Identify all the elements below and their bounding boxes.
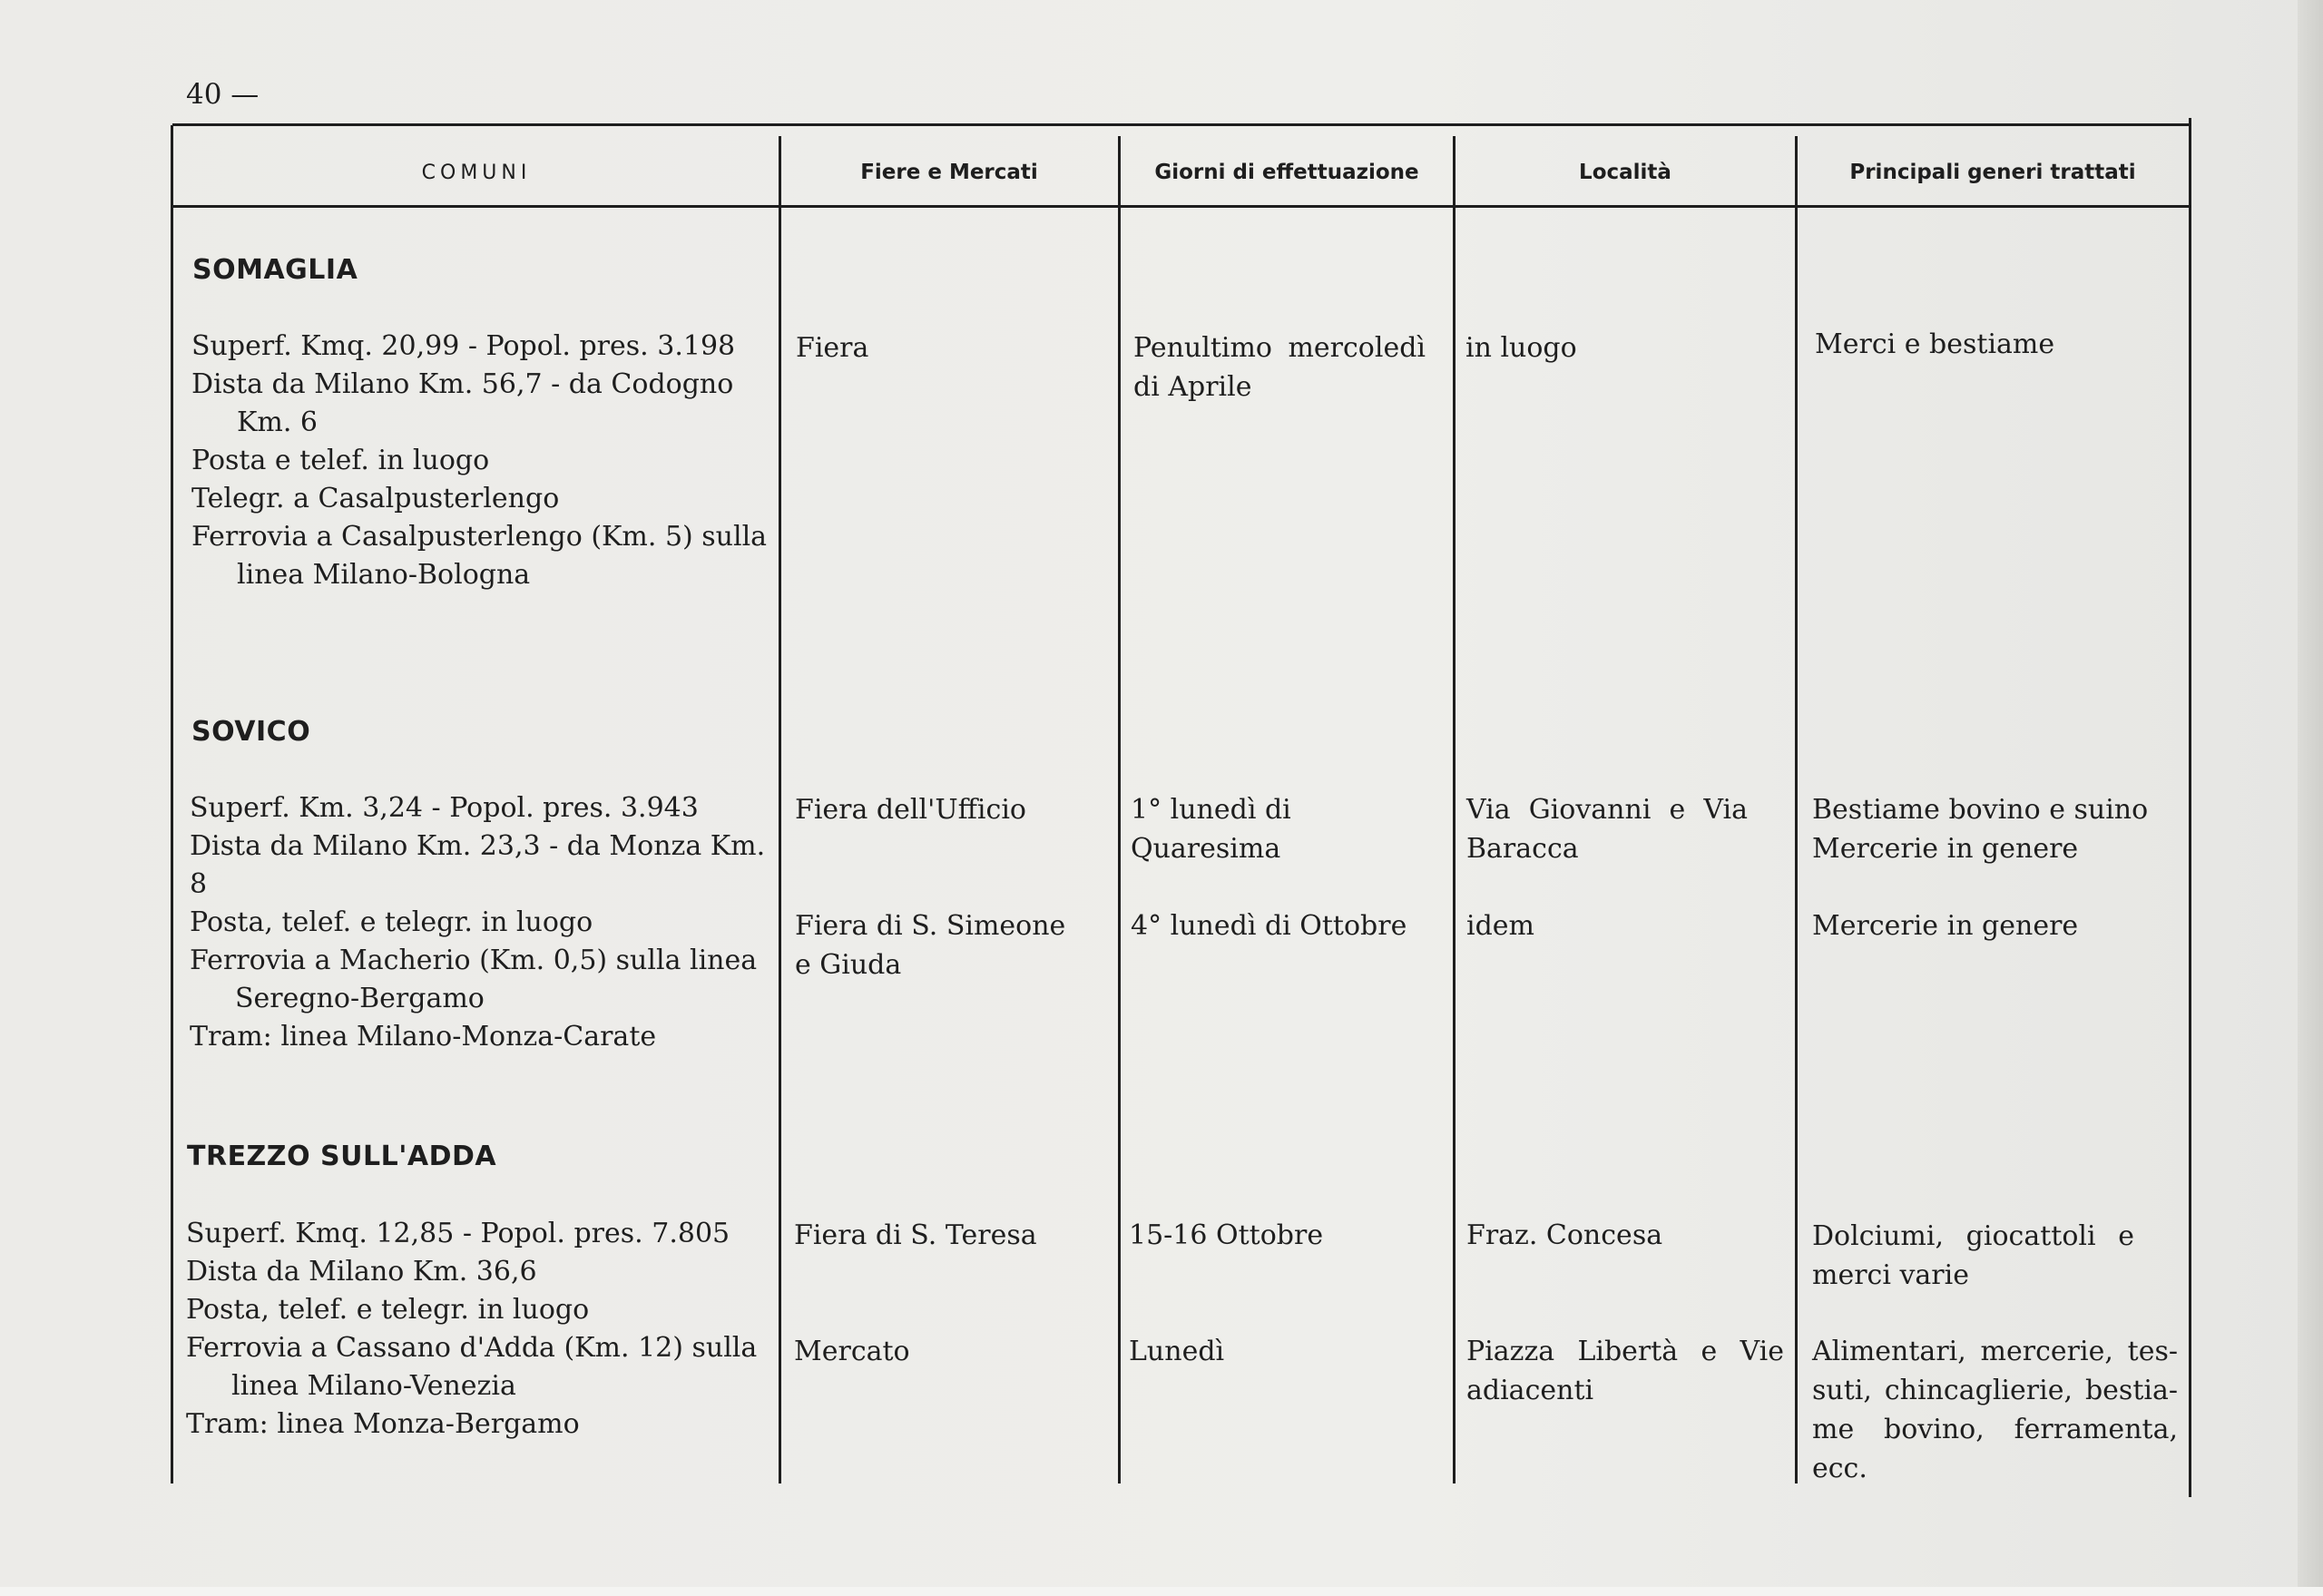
generi-trezzo-1 bbox=[1812, 1217, 2134, 1295]
cell-text: Penultimo mercoledì bbox=[1133, 332, 1426, 364]
cell-text: Alimentari, mercerie, tes- bbox=[1812, 1336, 2178, 1367]
cell-text: suti, chincaglierie, bestia- bbox=[1812, 1375, 2178, 1406]
cell-text: Dolciumi, giocattoli e bbox=[1812, 1220, 2134, 1252]
fiera-trezzo-1 bbox=[794, 1216, 1107, 1255]
generi-trezzo-2 bbox=[1812, 1332, 2178, 1488]
page-number: 40 — bbox=[186, 78, 260, 111]
giorni-somaglia-1 bbox=[1133, 328, 1426, 406]
cell-text: Piazza Libertà e Vie bbox=[1466, 1336, 1784, 1367]
info-line: Dista da Milano Km. 56,7 - da Codogno bbox=[191, 368, 734, 400]
header-bottom-rule bbox=[172, 205, 2191, 208]
cell-text: in luogo bbox=[1465, 332, 1577, 364]
giorni-trezzo-1 bbox=[1129, 1216, 1446, 1255]
cell-text: idem bbox=[1466, 910, 1534, 942]
info-line: Posta, telef. e telegr. in luogo bbox=[190, 906, 593, 938]
fiera-somaglia-1 bbox=[796, 328, 1109, 367]
info-line: linea Milano-Bologna bbox=[237, 559, 531, 591]
info-line: Superf. Kmq. 20,99 - Popol. pres. 3.198 bbox=[191, 330, 736, 362]
header-giorni-di-effettuazione: Giorni di effettuazione bbox=[1154, 161, 1419, 184]
cell-text: Fraz. Concesa bbox=[1466, 1219, 1663, 1251]
info-line: Tram: linea Milano-Monza-Carate bbox=[190, 1021, 657, 1053]
header-comuni: COMUNI bbox=[421, 161, 532, 184]
page-edge-shadow bbox=[2298, 0, 2323, 1596]
cell-text: Fiera di S. Teresa bbox=[794, 1219, 1037, 1251]
localita-sovico-2 bbox=[1466, 906, 1784, 945]
cell-text: 4° lunedì di Ottobre bbox=[1131, 910, 1407, 942]
header-localita: Località bbox=[1579, 161, 1671, 184]
info-line: Ferrovia a Casalpusterlengo (Km. 5) sulla bbox=[191, 521, 768, 553]
generi-somaglia-1 bbox=[1815, 325, 2178, 364]
localita-sovico-1 bbox=[1466, 790, 1748, 868]
info-line: Seregno-Bergamo bbox=[235, 983, 485, 1014]
info-line: Ferrovia a Cassano d'Adda (Km. 12) sulla bbox=[186, 1332, 758, 1364]
giorni-sovico-2 bbox=[1131, 906, 1448, 945]
page-bottom-edge bbox=[0, 1587, 2323, 1596]
generi-sovico-1 bbox=[1812, 790, 2180, 868]
table-top-rule bbox=[172, 123, 2191, 126]
info-line: Km. 6 bbox=[237, 406, 319, 438]
info-line: Telegr. a Casalpusterlengo bbox=[191, 483, 560, 514]
cell-text: adiacenti bbox=[1466, 1375, 1594, 1406]
localita-trezzo-1 bbox=[1466, 1216, 1784, 1255]
localita-trezzo-2 bbox=[1466, 1332, 1784, 1410]
cell-text: e Giuda bbox=[795, 949, 902, 981]
col-divider-2 bbox=[1118, 136, 1121, 1483]
comune-name-trezzo-sulladda: TREZZO SULL'ADDA bbox=[187, 1141, 497, 1172]
col-divider-4 bbox=[1795, 136, 1798, 1483]
info-line: Posta, telef. e telegr. in luogo bbox=[186, 1294, 590, 1326]
cell-text: 15-16 Ottobre bbox=[1129, 1219, 1324, 1251]
cell-text: Lunedì bbox=[1129, 1336, 1225, 1367]
cell-text: Mercerie in genere bbox=[1812, 833, 2079, 865]
localita-somaglia-1 bbox=[1465, 328, 1783, 367]
cell-text: Fiera di S. Simeone bbox=[795, 910, 1066, 942]
cell-text: Mercerie in genere bbox=[1812, 910, 2079, 942]
cell-text: di Aprile bbox=[1133, 371, 1252, 403]
fiera-sovico-1 bbox=[795, 790, 1112, 829]
info-line: Superf. Kmq. 12,85 - Popol. pres. 7.805 bbox=[186, 1218, 730, 1249]
col-divider-1 bbox=[779, 136, 781, 1483]
giorni-sovico-1 bbox=[1131, 790, 1448, 868]
table-left-rule bbox=[171, 125, 173, 1483]
header-principali-generi: Principali generi trattati bbox=[1849, 161, 2136, 184]
generi-sovico-2 bbox=[1812, 906, 2180, 945]
info-line: Superf. Km. 3,24 - Popol. pres. 3.943 bbox=[190, 792, 699, 824]
cell-text: me bovino, ferramenta, bbox=[1812, 1414, 2178, 1445]
info-line: Tram: linea Monza-Bergamo bbox=[186, 1408, 580, 1440]
cell-text: merci varie bbox=[1812, 1259, 1969, 1291]
info-line: Ferrovia a Macherio (Km. 0,5) sulla linea bbox=[190, 945, 758, 976]
cell-text: Merci e bestiame bbox=[1815, 328, 2055, 360]
cell-text: Via Giovanni e Via bbox=[1466, 794, 1748, 826]
giorni-trezzo-2 bbox=[1129, 1332, 1446, 1371]
fiera-sovico-2 bbox=[795, 906, 1108, 984]
info-line: Posta e telef. in luogo bbox=[191, 445, 490, 476]
fiera-trezzo-2 bbox=[794, 1332, 1107, 1371]
info-line: linea Milano-Venezia bbox=[231, 1370, 516, 1402]
cell-text: 1° lunedì di Quaresima bbox=[1131, 794, 1291, 865]
comune-info-trezzo bbox=[186, 1215, 774, 1444]
cell-text: Mercato bbox=[794, 1336, 910, 1367]
comune-name-sovico: SOVICO bbox=[191, 716, 311, 748]
info-line: Dista da Milano Km. 23,3 - da Monza Km. 8 bbox=[190, 830, 766, 900]
info-line: Dista da Milano Km. 36,6 bbox=[186, 1256, 537, 1288]
comune-name-somaglia: SOMAGLIA bbox=[192, 254, 358, 286]
cell-text: Baracca bbox=[1466, 833, 1579, 865]
cell-text: Fiera dell'Ufficio bbox=[795, 794, 1026, 826]
comune-info-sovico bbox=[190, 789, 775, 1056]
col-divider-3 bbox=[1453, 136, 1456, 1483]
table-right-rule bbox=[2189, 118, 2191, 1497]
cell-text: ecc. bbox=[1812, 1453, 1867, 1484]
header-fiere-e-mercati: Fiere e Mercati bbox=[860, 161, 1038, 184]
comune-info-somaglia bbox=[191, 328, 772, 594]
cell-text: Fiera bbox=[796, 332, 869, 364]
cell-text: Bestiame bovino e suino bbox=[1812, 794, 2149, 826]
